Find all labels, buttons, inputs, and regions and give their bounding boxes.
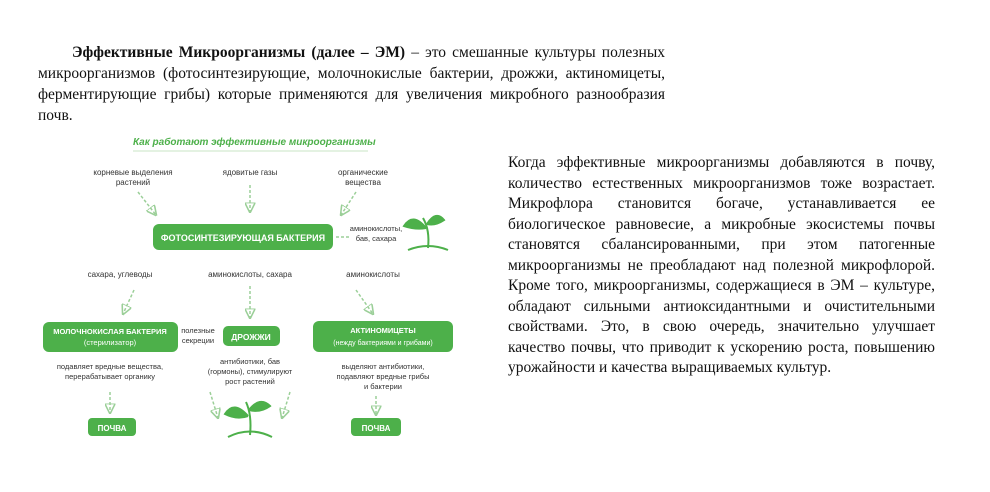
label-bottom-center-3: рост растений bbox=[225, 377, 275, 386]
intro-paragraph bbox=[38, 42, 665, 126]
label-bottom-right-3: и бактерии bbox=[363, 382, 403, 391]
label-root-1: корневые выделения bbox=[93, 168, 173, 177]
label-bottom-center-2: (гормоны), стимулируют bbox=[207, 367, 293, 376]
label-amino-sugar: аминокислоты, сахара bbox=[208, 270, 292, 279]
soil-label-right: ПОЧВА bbox=[361, 424, 391, 433]
label-sugars: сахара, углеводы bbox=[87, 270, 153, 279]
label-bottom-right-2: подавляют вредные грибы bbox=[336, 372, 430, 381]
em-diagram bbox=[38, 130, 478, 445]
label-amino-right-1: аминокислоты, bbox=[349, 224, 403, 233]
arrow-center-left bbox=[210, 392, 218, 418]
label-organic-1: органические bbox=[337, 168, 389, 177]
yeast-label: ДРОЖЖИ bbox=[231, 332, 271, 342]
arrow-center-right bbox=[282, 392, 290, 418]
arrow-root bbox=[138, 192, 156, 215]
label-gases: ядовитые газы bbox=[222, 168, 278, 177]
arrow-organic bbox=[341, 192, 356, 215]
label-amino-right-2: бав, сахара bbox=[355, 234, 397, 243]
diagram-title: Как работают эффективные микроорганизмы bbox=[133, 137, 376, 148]
label-bottom-left-2: перерабатывает органику bbox=[65, 372, 155, 381]
label-secretions-2: секреции bbox=[181, 336, 215, 345]
soil-label-left: ПОЧВА bbox=[97, 424, 127, 433]
side-paragraph: Когда эффективные микроорганизмы добавляются в почву, количество естественных микроорганизмов тоже возрастает. Микрофлора становится богаче, устанавливается ее биологическое равновесие, а микробные экосистемы почвы становятся сбалансированными, при этом патогенные микроорганизмы не преобладают над полезной микрофлорой. Кроме того, микроорганизмы, содержащиеся в ЭМ – культуре, обладают сильными антиоксидантными и очистительными свойствами. Это, в свою очередь, значительно улучшает качество почвы, что приводит к ускорению роста, повышению урожайности и качества выращиваемых культур. bbox=[508, 154, 935, 376]
label-amino: аминокислоты bbox=[346, 270, 400, 279]
lactic-bacteria-sub: (стерилизатор) bbox=[83, 338, 137, 347]
plant-icon-top bbox=[404, 216, 448, 250]
lactic-bacteria-label: МОЛОЧНОКИСЛАЯ БАКТЕРИЯ bbox=[53, 327, 167, 336]
arrow-sugars bbox=[123, 290, 134, 314]
actino-sub: (нежду бактериями и грибами) bbox=[333, 340, 433, 347]
arrow-amino bbox=[356, 290, 373, 314]
label-organic-2: вещества bbox=[345, 178, 381, 187]
intro-bold-term: Эффективные Микроорганизмы (далее – ЭМ) bbox=[72, 44, 406, 61]
label-bottom-left-1: подавляет вредные вещества, bbox=[56, 362, 164, 371]
label-bottom-center-1: антибиотики, бав bbox=[220, 357, 280, 366]
photo-bacteria-label: ФОТОСИНТЕЗИРУЮЩАЯ БАКТЕРИЯ bbox=[160, 233, 326, 243]
intro-text: – это смешанные культуры полезных микроорганизмов (фотосинтезирующие, молочнокислые бактерии, дрожжи, актиномицеты, ферментирующие грибы) которые применяются для увеличения микробного разнообразия почв. bbox=[38, 44, 665, 124]
label-root-2: растений bbox=[115, 178, 151, 187]
label-bottom-right-1: выделяют антибиотики, bbox=[341, 362, 425, 371]
label-secretions-1: полезные bbox=[181, 326, 215, 335]
actino-label: АКТИНОМИЦЕТЫ bbox=[350, 326, 416, 335]
plant-icon-bottom bbox=[225, 402, 272, 437]
